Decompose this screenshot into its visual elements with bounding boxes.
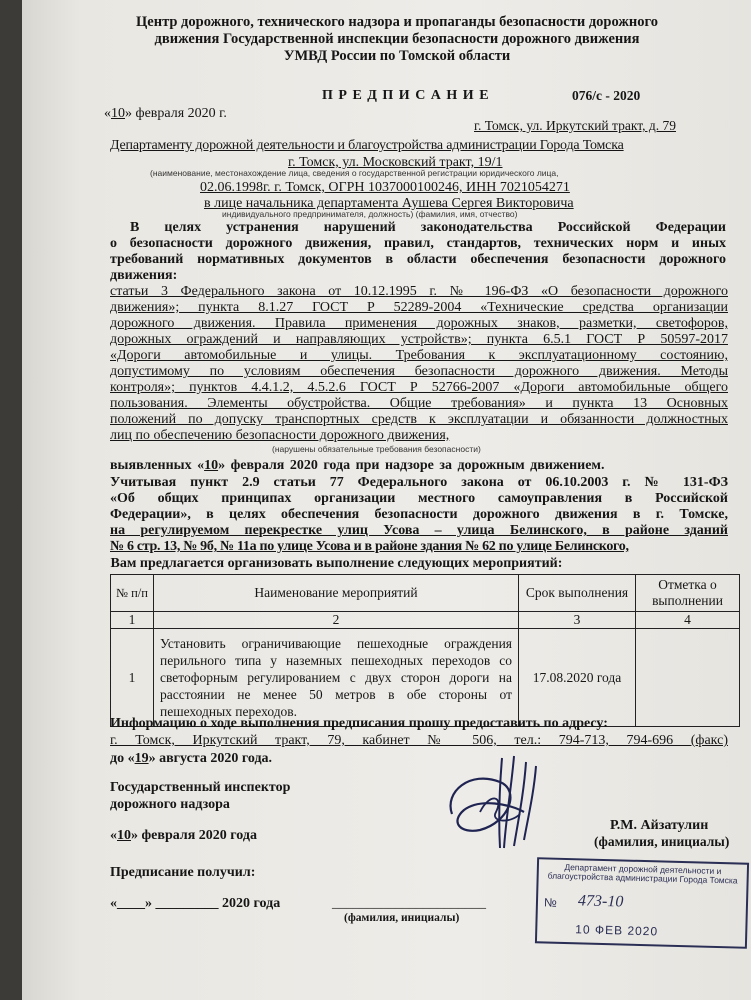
info-line-1: Информацию о ходе выполнения предписания прошу предоставить по адресу:: [110, 716, 608, 731]
addressee-line-3: 02.06.1998г. г. Томск, ОГРН 1037000100246, ИНН 7021054271: [200, 180, 570, 195]
info-line-3: до «19» августа 2020 года.: [110, 751, 273, 766]
stamp-number-label: №: [543, 895, 558, 910]
index-3: 3: [519, 612, 636, 629]
doc-number: 076/с - 2020: [572, 88, 641, 103]
header-term: Срок выполнения: [519, 575, 636, 612]
table-index-row: [111, 612, 740, 629]
addressee-hint-1: (наименование, местонахождение лица, сведения о государственной регистрации юридического лица,: [150, 168, 559, 178]
doc-title: П Р Е Д П И С А Н И Е: [322, 88, 490, 103]
receipt-line: ______________________: [332, 896, 486, 911]
legal-line-10: лиц по обеспечению безопасности дорожного движения,: [110, 428, 450, 443]
found-line-1: выявленных «10» февраля 2020 года при надзоре за дорожным движением.: [110, 458, 605, 473]
legal-line-3: дорожного движения. Правила применения дорожных знаков, разметки, светофоров,: [110, 316, 728, 331]
index-1: 1: [111, 612, 154, 629]
receipt-label: Предписание получил:: [110, 865, 256, 880]
addressee-hint-2: индивидуального предпринимателя, должность) (фамилия, имя, отчество): [222, 209, 518, 219]
doc-place: г. Томск, ул. Иркутский тракт, д. 79: [474, 118, 676, 133]
stamp-date: 10 ФЕВ 2020: [575, 922, 659, 939]
legal-line-9: положений по допуску транспортных средств к эксплуатации и обязанности должностных: [110, 412, 728, 427]
purpose-line-1: В целях устранения нарушений законодательства Российской Федерации: [130, 220, 726, 235]
doc-date: «10» февраля 2020 г.: [104, 106, 227, 121]
header-num: № п/п: [111, 575, 154, 612]
document: [22, 0, 751, 1000]
stamp-text: Департамент дорожной деятельности и благоустройства администрации Города Томска: [547, 861, 738, 886]
legal-line-1: статьи 3 Федерального закона от 10.12.1995 г. № 196-ФЗ «О безопасности дорожного: [110, 284, 728, 299]
table-row: [111, 629, 740, 727]
stamp-number: 473-10: [577, 892, 624, 911]
signer-role-2: дорожного надзора: [110, 797, 230, 812]
signer-name: Р.М. Айзатулин: [610, 818, 709, 833]
document-sheet: [22, 0, 751, 1000]
row-term: 17.08.2020 года: [519, 629, 636, 727]
receipt-hint: (фамилия, инициалы): [344, 912, 460, 924]
signer-role-1: Государственный инспектор: [110, 780, 291, 795]
purpose-line-4: движения:: [110, 268, 178, 283]
legal-hint: (нарушены обязательные требования безопасности): [272, 444, 481, 454]
info-line-2: г. Томск, Иркутский тракт, 79, кабинет № 506, тел.: 794-713, 794-696 (факс): [110, 733, 728, 748]
header-name: Наименование мероприятий: [154, 575, 519, 612]
found-line-5: на регулируемом перекрестке улиц Усова – улица Белинского, в районе зданий: [110, 523, 728, 538]
table-caption: Вам предлагается организовать выполнение следующих мероприятий:: [110, 556, 563, 571]
legal-line-6: допустимому по условиям обеспечения безопасности дорожного движения. Методы: [110, 364, 728, 379]
row-mark: [636, 629, 740, 727]
found-line-3: «Об общих принципах организации местного самоуправления в Российской: [110, 491, 728, 506]
found-line-4: Федерации», в целях обеспечения безопасности дорожного движения в г. Томске,: [110, 507, 728, 522]
org-line-2: движения Государственной инспекции безопасности дорожного движения: [154, 31, 640, 47]
registration-stamp: [535, 857, 749, 949]
found-line-2: Учитывая пункт 2.9 статьи 77 Федерального закона от 06.10.2003 г. № 131-ФЗ: [110, 475, 728, 490]
index-4: 4: [636, 612, 740, 629]
row-text: Установить ограничивающие пешеходные ограждения перильного типа у наземных пешеходных переходов со светофорным регулированием с двух сторон дороги на расстоянии не менее 50 метров в обе стороны от пешеходных переходов.: [154, 629, 519, 727]
addressee-line-2: г. Томск, ул. Московский тракт, 19/1: [288, 155, 503, 170]
signature-graphic: [440, 752, 560, 852]
table-caption-row: [111, 556, 740, 575]
legal-line-2: движения»; пункта 8.1.27 ГОСТ Р 52289-2004 «Технические средства организации: [110, 300, 728, 315]
purpose-line-3: требований нормативных документов в области обеспечения безопасности дорожного: [110, 252, 726, 267]
org-line-1: Центр дорожного, технического надзора и пропаганды безопасности дорожного: [136, 14, 658, 30]
org-line-3: УМВД России по Томской области: [283, 48, 511, 64]
legal-line-7: контроля»; пунктов 4.4.1.2, 4.5.2.6 ГОСТ Р 52766-2007 «Дороги автомобильные общего: [110, 380, 728, 395]
index-2: 2: [154, 612, 519, 629]
signer-name-hint: (фамилия, инициалы): [594, 834, 730, 849]
found-line-6: № 6 стр. 13, № 9б, № 11а по улице Усова и в районе здания № 62 по улице Белинского,: [110, 539, 629, 554]
addressee-line-4: в лице начальника департамента Аушева Сергея Викторовича: [204, 196, 574, 211]
legal-line-8: пользования. Элементы обустройства. Общие требования» и пункта 13 Основных: [110, 396, 728, 411]
legal-line-4: дорожных ограждений и направляющих устройств»; пункта 6.5.1 ГОСТ Р 50597-2017: [110, 332, 728, 347]
measures-table: [110, 556, 740, 727]
header-mark: Отметка о выполнении: [636, 575, 740, 612]
legal-line-5: «Дороги автомобильные и улицы. Требования к эксплуатационному состоянию,: [110, 348, 728, 363]
addressee-line-1: Департаменту дорожной деятельности и благоустройства администрации Города Томска: [110, 138, 624, 153]
table-header-row: [111, 575, 740, 612]
signature-date: «10» февраля 2020 года: [110, 828, 257, 843]
row-num: 1: [111, 629, 154, 727]
purpose-line-2: о безопасности дорожного движения, правил, стандартов, технических норм и иных: [110, 236, 726, 251]
receipt-date: «____» _________ 2020 года: [110, 896, 281, 911]
